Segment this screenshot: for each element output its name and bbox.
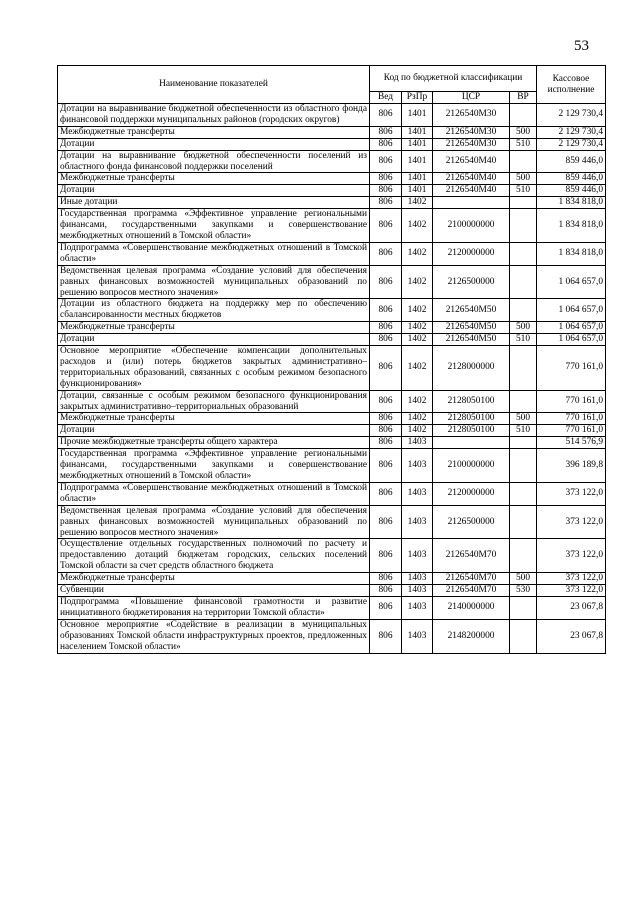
cell-ved: 806: [370, 173, 402, 185]
cell-csr: 2126540М30: [433, 138, 510, 150]
table-row: [58, 185, 606, 197]
cell-rzpr: 1403: [402, 482, 433, 505]
cell-vr: [510, 596, 537, 619]
cell-rzpr: 1403: [402, 437, 433, 449]
cell-rzpr: 1402: [402, 209, 433, 243]
cell-csr: 2120000000: [433, 242, 510, 265]
cell-ved: 806: [370, 619, 402, 653]
cell-ved: 806: [370, 449, 402, 483]
cell-amount: 2 129 730,4: [537, 104, 606, 127]
cell-amount: 514 576,9: [537, 437, 606, 449]
cell-vr: 500: [510, 573, 537, 585]
cell-vr: [510, 505, 537, 539]
table-row: [58, 299, 606, 322]
cell-ved: 806: [370, 185, 402, 197]
cell-amount: 396 189,8: [537, 449, 606, 483]
cell-amount: 2 129 730,4: [537, 138, 606, 150]
cell-rzpr: 1402: [402, 322, 433, 334]
cell-ved: 806: [370, 573, 402, 585]
cell-vr: [510, 619, 537, 653]
cell-vr: [510, 104, 537, 127]
cell-rzpr: 1403: [402, 449, 433, 483]
cell-amount: 859 446,0: [537, 173, 606, 185]
cell-ved: 806: [370, 413, 402, 425]
cell-ved: 806: [370, 322, 402, 334]
cell-rzpr: 1403: [402, 596, 433, 619]
cell-ved: 806: [370, 197, 402, 209]
table-row: [58, 126, 606, 138]
cell-ved: 806: [370, 482, 402, 505]
cell-name: Дотации на выравнивание бюджетной обеспеченности поселений из областного фонда финансовой поддержки поселений: [58, 150, 370, 173]
table-row: [58, 425, 606, 437]
cell-amount: 859 446,0: [537, 150, 606, 173]
cell-vr: [510, 265, 537, 299]
cell-name: Основное мероприятие «Содействие в реализации в муниципальных образованиях Томской области инфраструктурных проектов, предложенных населением Томской области»: [58, 619, 370, 653]
cell-csr: 2126540М40: [433, 150, 510, 173]
cell-name: Дотации из областного бюджета на поддержку мер по обеспечению сбалансированности местных бюджетов: [58, 299, 370, 322]
cell-csr: 2126540М70: [433, 539, 510, 573]
cell-ved: 806: [370, 265, 402, 299]
cell-vr: 510: [510, 138, 537, 150]
cell-ved: 806: [370, 242, 402, 265]
cell-ved: 806: [370, 346, 402, 391]
cell-ved: 806: [370, 437, 402, 449]
cell-amount: 1 064 657,0: [537, 334, 606, 346]
header-rzpr: РзПр: [402, 92, 433, 104]
cell-amount: 770 161,0: [537, 346, 606, 391]
table-row: [58, 390, 606, 413]
table-row: [58, 242, 606, 265]
cell-amount: 770 161,0: [537, 390, 606, 413]
cell-csr: 2128050100: [433, 390, 510, 413]
cell-rzpr: 1401: [402, 104, 433, 127]
table-row: [58, 449, 606, 483]
cell-amount: 1 834 818,0: [537, 209, 606, 243]
cell-csr: [433, 437, 510, 449]
cell-amount: 1 834 818,0: [537, 242, 606, 265]
cell-csr: 2126540М50: [433, 334, 510, 346]
cell-amount: 859 446,0: [537, 185, 606, 197]
cell-name: Государственная программа «Эффективное управление региональными финансами, государственными закупками и совершенствование межбюджетных отношений в Томской области»: [58, 449, 370, 483]
cell-vr: 510: [510, 334, 537, 346]
cell-name: Межбюджетные трансферты: [58, 413, 370, 425]
cell-rzpr: 1402: [402, 265, 433, 299]
cell-name: Основное мероприятие «Обеспечение компенсации дополнительных расходов и (или) потерь бюджетов закрытых административно–территориальных образований, связанных с особым режимом безопасного функционирования»: [58, 346, 370, 391]
header-code-group: Код по бюджетной классификации: [370, 66, 537, 92]
cell-csr: [433, 197, 510, 209]
cell-vr: [510, 197, 537, 209]
cell-csr: 2100000000: [433, 449, 510, 483]
cell-name: Дотации: [58, 334, 370, 346]
header-vr: ВР: [510, 92, 537, 104]
cell-vr: [510, 299, 537, 322]
table-row: [58, 505, 606, 539]
cell-name: Иные дотации: [58, 197, 370, 209]
cell-rzpr: 1401: [402, 126, 433, 138]
cell-amount: 2 129 730,4: [537, 126, 606, 138]
cell-rzpr: 1403: [402, 573, 433, 585]
cell-ved: 806: [370, 126, 402, 138]
cell-rzpr: 1401: [402, 138, 433, 150]
cell-amount: 1 834 818,0: [537, 197, 606, 209]
cell-csr: 2120000000: [433, 482, 510, 505]
header-csr: ЦСР: [433, 92, 510, 104]
cell-rzpr: 1402: [402, 425, 433, 437]
cell-ved: 806: [370, 539, 402, 573]
header-name: Наименование показателей: [58, 66, 370, 104]
cell-name: Подпрограмма «Совершенствование межбюджетных отношений в Томской области»: [58, 242, 370, 265]
cell-csr: 2126540М50: [433, 322, 510, 334]
table-row: [58, 585, 606, 597]
cell-vr: [510, 150, 537, 173]
cell-name: Ведомственная целевая программа «Создание условий для обеспечения равных финансовых возможностей муниципальных образований по решению вопросов местного значения»: [58, 505, 370, 539]
cell-amount: 373 122,0: [537, 482, 606, 505]
cell-name: Прочие межбюджетные трансферты общего характера: [58, 437, 370, 449]
table-row: [58, 322, 606, 334]
table-row: [58, 150, 606, 173]
cell-vr: 500: [510, 126, 537, 138]
cell-rzpr: 1402: [402, 197, 433, 209]
cell-rzpr: 1402: [402, 413, 433, 425]
cell-rzpr: 1403: [402, 539, 433, 573]
table-row: [58, 619, 606, 653]
cell-rzpr: 1402: [402, 346, 433, 391]
cell-ved: 806: [370, 138, 402, 150]
cell-name: Межбюджетные трансферты: [58, 322, 370, 334]
cell-csr: 2126540М30: [433, 126, 510, 138]
cell-amount: 373 122,0: [537, 539, 606, 573]
cell-vr: 510: [510, 185, 537, 197]
table-row: [58, 482, 606, 505]
table-row: [58, 334, 606, 346]
cell-vr: 510: [510, 425, 537, 437]
cell-name: Дотации, связанные с особым режимом безопасного функционирования закрытых административно–территориальных образований: [58, 390, 370, 413]
table-row: [58, 539, 606, 573]
cell-rzpr: 1403: [402, 619, 433, 653]
cell-ved: 806: [370, 104, 402, 127]
table-row: [58, 197, 606, 209]
cell-vr: 530: [510, 585, 537, 597]
cell-name: Ведомственная целевая программа «Создание условий для обеспечения равных финансовых возможностей муниципальных образований по решению вопросов местного значения»: [58, 265, 370, 299]
cell-vr: 500: [510, 173, 537, 185]
cell-ved: 806: [370, 334, 402, 346]
cell-vr: [510, 390, 537, 413]
table-row: [58, 573, 606, 585]
cell-amount: 1 064 657,0: [537, 322, 606, 334]
cell-csr: 2140000000: [433, 596, 510, 619]
table-row: [58, 265, 606, 299]
header-ved: Вед: [370, 92, 402, 104]
cell-csr: 2100000000: [433, 209, 510, 243]
table-row: [58, 437, 606, 449]
cell-vr: [510, 242, 537, 265]
cell-vr: [510, 539, 537, 573]
cell-csr: 2128050100: [433, 425, 510, 437]
cell-name: Государственная программа «Эффективное управление региональными финансами, государственными закупками и совершенствование межбюджетных отношений в Томской области»: [58, 209, 370, 243]
cell-ved: 806: [370, 209, 402, 243]
cell-amount: 23 067,8: [537, 619, 606, 653]
cell-csr: 2148200000: [433, 619, 510, 653]
cell-vr: [510, 437, 537, 449]
cell-amount: 770 161,0: [537, 413, 606, 425]
cell-name: Подпрограмма «Совершенствование межбюджетных отношений в Томской области»: [58, 482, 370, 505]
cell-rzpr: 1402: [402, 334, 433, 346]
budget-execution-table: [57, 65, 606, 654]
table-row: [58, 346, 606, 391]
table-row: [58, 138, 606, 150]
cell-name: Межбюджетные трансферты: [58, 126, 370, 138]
cell-csr: 2128050100: [433, 413, 510, 425]
cell-csr: 2126540М50: [433, 299, 510, 322]
cell-csr: 2126540М40: [433, 173, 510, 185]
cell-name: Дотации: [58, 185, 370, 197]
table-row: [58, 173, 606, 185]
cell-amount: 1 064 657,0: [537, 299, 606, 322]
cell-csr: 2126540М70: [433, 585, 510, 597]
header-amount: Кассовое исполнение: [537, 66, 606, 104]
cell-amount: 770 161,0: [537, 425, 606, 437]
cell-rzpr: 1401: [402, 185, 433, 197]
cell-ved: 806: [370, 390, 402, 413]
cell-rzpr: 1403: [402, 505, 433, 539]
cell-rzpr: 1402: [402, 242, 433, 265]
cell-name: Дотации: [58, 138, 370, 150]
cell-rzpr: 1402: [402, 390, 433, 413]
cell-vr: [510, 449, 537, 483]
table-row: [58, 596, 606, 619]
cell-csr: 2126540М30: [433, 104, 510, 127]
cell-amount: 373 122,0: [537, 585, 606, 597]
cell-amount: 373 122,0: [537, 573, 606, 585]
cell-rzpr: 1401: [402, 173, 433, 185]
cell-name: Осуществление отдельных государственных полномочий по расчету и предоставлению дотаций бюджетам городских, сельских поселений Томской области за счет средств областного бюджета: [58, 539, 370, 573]
cell-name: Субвенции: [58, 585, 370, 597]
cell-vr: 500: [510, 413, 537, 425]
cell-vr: [510, 209, 537, 243]
cell-csr: 2126500000: [433, 265, 510, 299]
cell-ved: 806: [370, 505, 402, 539]
cell-ved: 806: [370, 425, 402, 437]
cell-vr: 500: [510, 322, 537, 334]
table-row: [58, 104, 606, 127]
cell-name: Подпрограмма «Повышение финансовой грамотности и развитие инициативного бюджетирования на территории Томской области»: [58, 596, 370, 619]
cell-ved: 806: [370, 150, 402, 173]
table-row: [58, 209, 606, 243]
cell-csr: 2126540М40: [433, 185, 510, 197]
cell-csr: 2126500000: [433, 505, 510, 539]
cell-vr: [510, 346, 537, 391]
cell-amount: 373 122,0: [537, 505, 606, 539]
cell-rzpr: 1403: [402, 585, 433, 597]
cell-amount: 1 064 657,0: [537, 265, 606, 299]
cell-amount: 23 067,8: [537, 596, 606, 619]
cell-rzpr: 1402: [402, 299, 433, 322]
page-number: 53: [574, 38, 589, 54]
cell-name: Межбюджетные трансферты: [58, 173, 370, 185]
cell-ved: 806: [370, 299, 402, 322]
cell-name: Дотации на выравнивание бюджетной обеспеченности из областного фонда финансовой поддержки муниципальных районов (городских округов): [58, 104, 370, 127]
table-row: [58, 413, 606, 425]
cell-name: Дотации: [58, 425, 370, 437]
cell-csr: 2128000000: [433, 346, 510, 391]
cell-ved: 806: [370, 585, 402, 597]
cell-rzpr: 1401: [402, 150, 433, 173]
cell-vr: [510, 482, 537, 505]
cell-ved: 806: [370, 596, 402, 619]
cell-name: Межбюджетные трансферты: [58, 573, 370, 585]
cell-csr: 2126540М70: [433, 573, 510, 585]
